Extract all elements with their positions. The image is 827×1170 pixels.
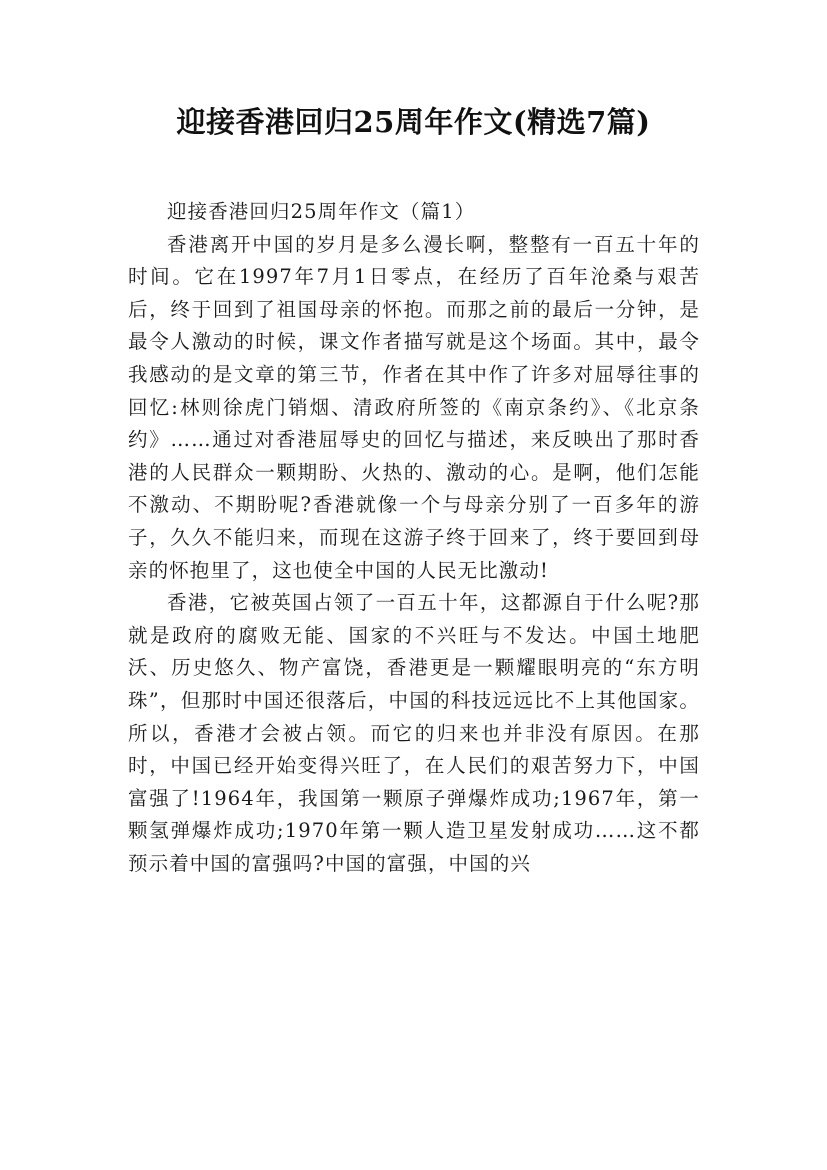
paragraph-1: 香港离开中国的岁月是多么漫长啊，整整有一百五十年的时间。它在1997年7月1日零点，在经历了百年沧桑与艰苦后，终于回到了祖国母亲的怀抱。而那之前的最后一分钟，是最令人激动的时候，课文作者描写就是这个场面。其中，最令我感动的是文章的第三节，作者在其中作了许多对屈辱往事的回忆:林则徐虎门销烟、清政府所签的《南京条约》、《北京条约》……通过对香港屈辱史的回忆与描述，来反映出了那时香港的人民群众一颗期盼、火热的、激动的心。是啊，他们怎能不激动、不期盼呢?香港就像一个与母亲分别了一百多年的游子，久久不能归来，而现在这游子终于回来了，终于要回到母亲的怀抱里了，这也使全中国的人民无比激动! (128, 232, 700, 582)
paragraph-2: 香港，它被英国占领了一百五十年，这都源自于什么呢?那就是政府的腐败无能、国家的不兴旺与不发达。中国土地肥沃、历史悠久、物产富饶，香港更是一颗耀眼明亮的“东方明珠”，但那时中国还很落后，中国的科技远远比不上其他国家。所以，香港才会被占领。而它的归来也并非没有原因。在那时，中国已经开始变得兴旺了，在人民们的艰苦努力下，中国富强了!1964年，我国第一颗原子弹爆炸成功;1967年，第一颗氢弹爆炸成功;1970年第一颗人造卫星发射成功……这不都预示着中国的富强吗?中国的富强，中国的兴 (128, 591, 700, 875)
section-heading: 迎接香港回归25周年作文（篇1） (167, 200, 476, 223)
document-body (128, 196, 700, 880)
document-title: 迎接香港回归25周年作文(精选7篇) (176, 105, 651, 139)
